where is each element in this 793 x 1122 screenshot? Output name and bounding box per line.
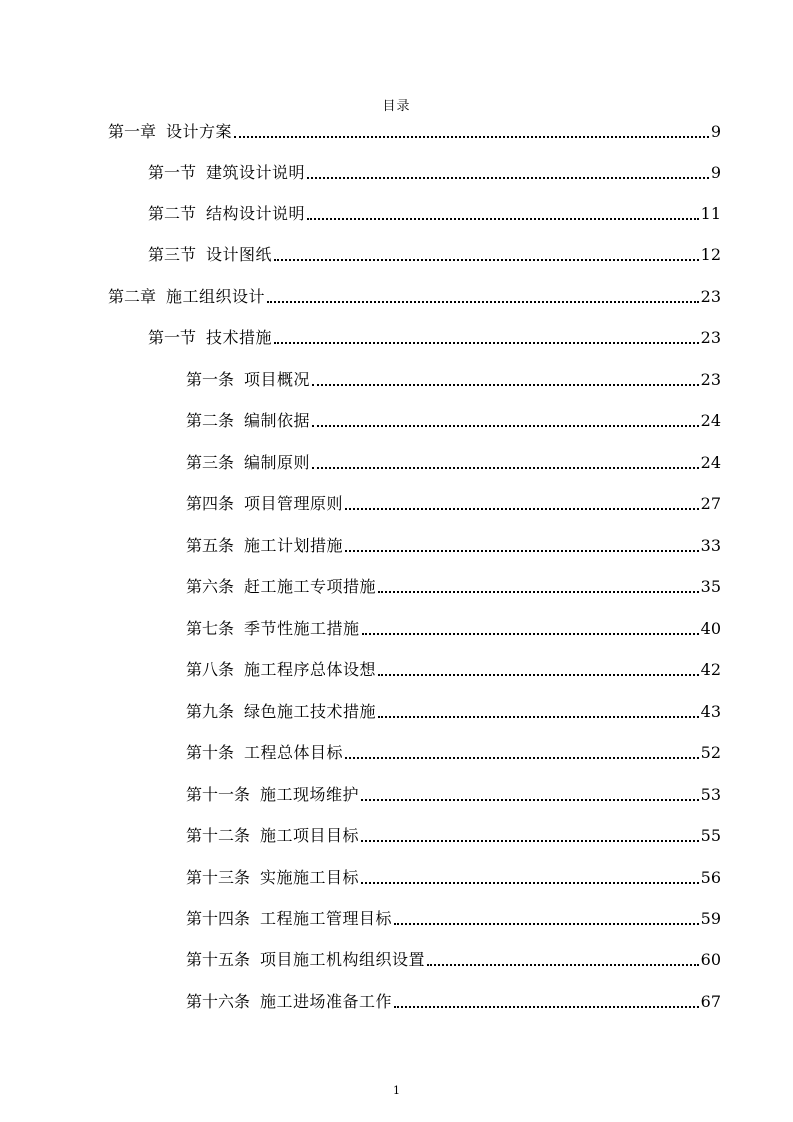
toc-entry-number: 第七条 (186, 619, 235, 638)
toc-dot-leader (307, 217, 699, 220)
toc-dot-leader (274, 341, 699, 344)
toc-entry-page: 23 (700, 287, 721, 306)
toc-entry[interactable] (108, 118, 721, 142)
toc-entry-page: 24 (700, 411, 721, 430)
document-title: 目录 (382, 99, 411, 114)
toc-dot-leader (362, 632, 699, 635)
toc-entry-page: 60 (700, 950, 721, 969)
toc-dot-leader (394, 922, 699, 925)
toc-entry-title: 工程总体目标 (244, 743, 344, 762)
toc-entry[interactable] (186, 532, 721, 556)
toc-entry[interactable] (186, 781, 721, 805)
page-number: 1 (393, 1084, 400, 1097)
toc-entry-number: 第十一条 (186, 785, 251, 804)
toc-entry-number: 第十二条 (186, 826, 251, 845)
toc-entry[interactable] (186, 905, 721, 929)
toc-entry-number: 第一节 (148, 328, 197, 347)
toc-entry-title: 季节性施工措施 (244, 619, 360, 638)
toc-entry-page: 24 (700, 453, 721, 472)
toc-entry-page: 67 (700, 992, 721, 1011)
toc-dot-leader (378, 715, 699, 718)
toc-entry-title: 项目管理原则 (244, 494, 344, 513)
toc-entry-title: 编制原则 (244, 453, 311, 472)
toc-dot-leader (361, 798, 699, 801)
toc-entry-title: 建筑设计说明 (206, 163, 306, 182)
toc-entry[interactable] (186, 366, 721, 390)
toc-dot-leader (345, 549, 699, 552)
toc-entry-page: 42 (700, 660, 721, 679)
toc-entry[interactable] (186, 407, 721, 431)
toc-entry-title: 设计方案 (166, 122, 233, 141)
toc-entry-title: 编制依据 (244, 411, 311, 430)
toc-entry-page: 9 (710, 163, 721, 182)
toc-entry-number: 第六条 (186, 577, 235, 596)
toc-entry-number: 第八条 (186, 660, 235, 679)
toc-entry-number: 第十条 (186, 743, 235, 762)
toc-entry[interactable] (186, 615, 721, 639)
toc-entry-title: 施工程序总体设想 (244, 660, 377, 679)
toc-entry-title: 设计图纸 (206, 245, 273, 264)
toc-entry[interactable] (186, 449, 721, 473)
toc-entry[interactable] (148, 200, 721, 224)
toc-entry-title: 项目施工机构组织设置 (260, 950, 426, 969)
toc-entry-number: 第四条 (186, 494, 235, 513)
toc-entry-page: 35 (700, 577, 721, 596)
toc-entry-title: 技术措施 (206, 328, 273, 347)
toc-entry-page: 43 (700, 702, 721, 721)
toc-entry-number: 第一节 (148, 163, 197, 182)
toc-entry-title: 结构设计说明 (206, 204, 306, 223)
toc-entry-number: 第五条 (186, 536, 235, 555)
toc-entry-title: 工程施工管理目标 (260, 909, 393, 928)
toc-entry[interactable] (186, 739, 721, 763)
toc-entry[interactable] (148, 324, 721, 348)
toc-entry-page: 23 (700, 328, 721, 347)
toc-dot-leader (345, 756, 699, 759)
toc-entry-number: 第二节 (148, 204, 197, 223)
toc-entry[interactable] (148, 241, 721, 265)
toc-entry-page: 9 (710, 122, 721, 141)
toc-dot-leader (312, 466, 699, 469)
toc-entry[interactable] (186, 698, 721, 722)
toc-entry-title: 绿色施工技术措施 (244, 702, 377, 721)
toc-entry[interactable] (186, 822, 721, 846)
toc-entry-title: 施工进场准备工作 (260, 992, 393, 1011)
toc-dot-leader (274, 258, 699, 261)
toc-entry-page: 23 (700, 370, 721, 389)
toc-entry[interactable] (186, 946, 721, 970)
toc-entry[interactable] (186, 490, 721, 514)
toc-entry-page: 56 (700, 868, 721, 887)
toc-dot-leader (427, 963, 699, 966)
toc-entry-title: 施工现场维护 (260, 785, 360, 804)
toc-dot-leader (394, 1005, 699, 1008)
toc-entry-title: 赶工施工专项措施 (244, 577, 377, 596)
toc-entry[interactable] (108, 283, 721, 307)
toc-entry-page: 33 (700, 536, 721, 555)
toc-entry-title: 实施施工目标 (260, 868, 360, 887)
toc-entry-number: 第九条 (186, 702, 235, 721)
toc-dot-leader (378, 590, 699, 593)
toc-dot-leader (378, 673, 699, 676)
toc-entry[interactable] (186, 864, 721, 888)
toc-entry-number: 第二章 (108, 287, 157, 306)
toc-entry-number: 第十五条 (186, 950, 251, 969)
toc-dot-leader (234, 135, 709, 138)
toc-entry[interactable] (186, 988, 721, 1012)
toc-entry-page: 53 (700, 785, 721, 804)
toc-entry-page: 55 (700, 826, 721, 845)
toc-entry-number: 第一条 (186, 370, 235, 389)
toc-entry[interactable] (186, 656, 721, 680)
toc-entry-page: 27 (700, 494, 721, 513)
toc-dot-leader (312, 383, 699, 386)
toc-dot-leader (267, 300, 699, 303)
toc-entry-number: 第十四条 (186, 909, 251, 928)
toc-entry-page: 11 (700, 204, 721, 223)
toc-entry-page: 52 (700, 743, 721, 762)
toc-entry-number: 第三节 (148, 245, 197, 264)
toc-entry-number: 第一章 (108, 122, 157, 141)
toc-entry-title: 施工项目目标 (260, 826, 360, 845)
toc-entry-page: 12 (700, 245, 721, 264)
toc-dot-leader (345, 507, 699, 510)
toc-entry-number: 第二条 (186, 411, 235, 430)
toc-entry[interactable] (186, 573, 721, 597)
toc-dot-leader (361, 881, 699, 884)
toc-entry-title: 施工组织设计 (166, 287, 266, 306)
toc-entry-title: 项目概况 (244, 370, 311, 389)
toc-entry-page: 59 (700, 909, 721, 928)
toc-dot-leader (312, 424, 699, 427)
toc-entry-title: 施工计划措施 (244, 536, 344, 555)
toc-entry-number: 第十六条 (186, 992, 251, 1011)
toc-entry-number: 第三条 (186, 453, 235, 472)
toc-entry[interactable] (148, 159, 721, 183)
toc-entry-number: 第十三条 (186, 868, 251, 887)
toc-dot-leader (361, 839, 699, 842)
toc-dot-leader (307, 176, 709, 179)
toc-entry-page: 40 (700, 619, 721, 638)
